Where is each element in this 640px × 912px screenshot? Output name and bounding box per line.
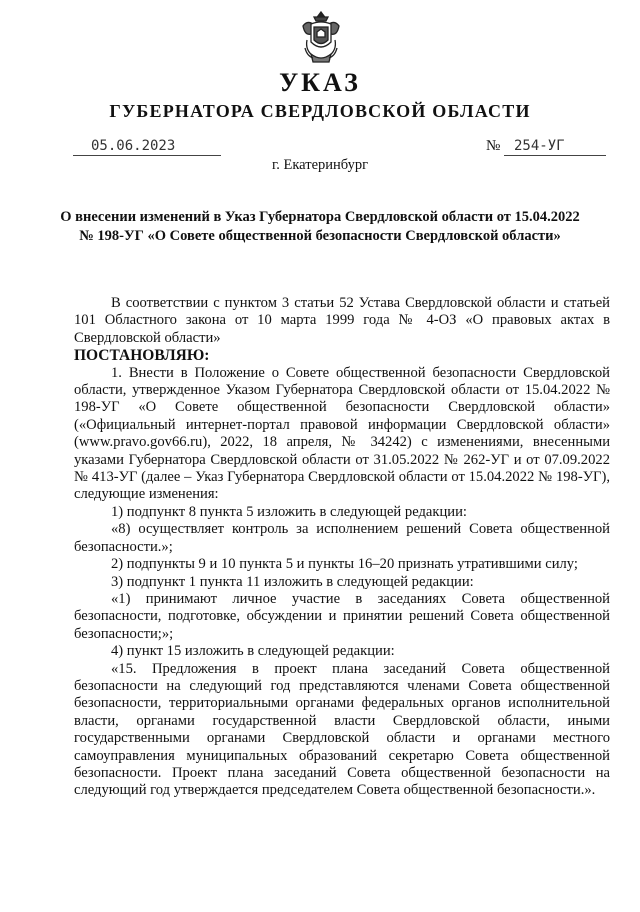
paragraph: 2) подпункты 9 и 10 пункта 5 и пункты 16–20 признать утратившими силу; xyxy=(111,556,578,573)
document-type-title: УКАЗ xyxy=(279,68,361,97)
paragraph: «1) принимают личное участие в заседаниях Совета общественной безопасности, подготовке, обсуждении и принятии решений Совета общественной безопасности;»; xyxy=(74,590,610,642)
decree-subject: О внесении изменений в Указ Губернатора Свердловской области от 15.04.2022 № 198-УГ «О Совете общественной безопасности Свердловской области» xyxy=(60,209,580,244)
coat-of-arms-icon xyxy=(299,10,343,68)
paragraph: 1. Внести в Положение о Совете общественной безопасности Свердловской области, утвержденное Указом Губернатора Свердловской области от 15.04.2022 № 198-УГ «О Совете общественной безопасности Свердловской области» («Официальный интернет-портал правовой информации Свердловской области» (www.pravo.gov66.ru), 2022, 18 апреля, № 34242) с изменениями, внесенными указами Губернатора Свердловской области от 31.05.2022 № 262-УГ и от 07.09.2022 № 413-УГ (далее – Указ Губернатора Свердловской области от 15.04.2022 № 198-УГ), следующие изменения: xyxy=(74,364,610,503)
decree-date: 05.06.2023 xyxy=(73,137,221,156)
paragraph: «15. Предложения в проект плана заседаний Совета общественной безопасности на следующий год представляются членами Совета общественной безопасности, территориальными органами федеральных органов исполнительной власти, органами государственной власти Свердловской области, иными государственными органами Свердловской области и органами местного самоуправления муниципальных образований секретарю Совета общественной безопасности. Проект плана заседаний Совета общественной безопасности на следующий год утверждается председателем Совета общественной безопасности.». xyxy=(74,660,610,799)
city: г. Екатеринбург xyxy=(271,157,369,173)
preamble: В соответствии с пунктом 3 статьи 52 Устава Свердловской области и статьей 101 Областного закона от 10 марта 1999 года № 4-ОЗ «О правовых актах в Свердловской области» xyxy=(74,295,610,346)
paragraph: 4) пункт 15 изложить в следующей редакции: xyxy=(111,643,395,660)
paragraph: 1) подпункт 8 пункта 5 изложить в следующей редакции: xyxy=(111,503,467,520)
decree-number: 254-УГ xyxy=(504,137,606,156)
decree-body xyxy=(74,295,610,800)
paragraph: 3) подпункт 1 пункта 11 изложить в следующей редакции: xyxy=(111,573,474,590)
decree-word: ПОСТАНОВЛЯЮ: xyxy=(74,347,210,365)
number-label: № xyxy=(486,138,501,154)
paragraph: «8) осуществляет контроль за исполнением решений Совета общественной безопасности.»; xyxy=(74,521,610,555)
issuer-title: ГУБЕРНАТОРА СВЕРДЛОВСКОЙ ОБЛАСТИ xyxy=(109,101,531,121)
